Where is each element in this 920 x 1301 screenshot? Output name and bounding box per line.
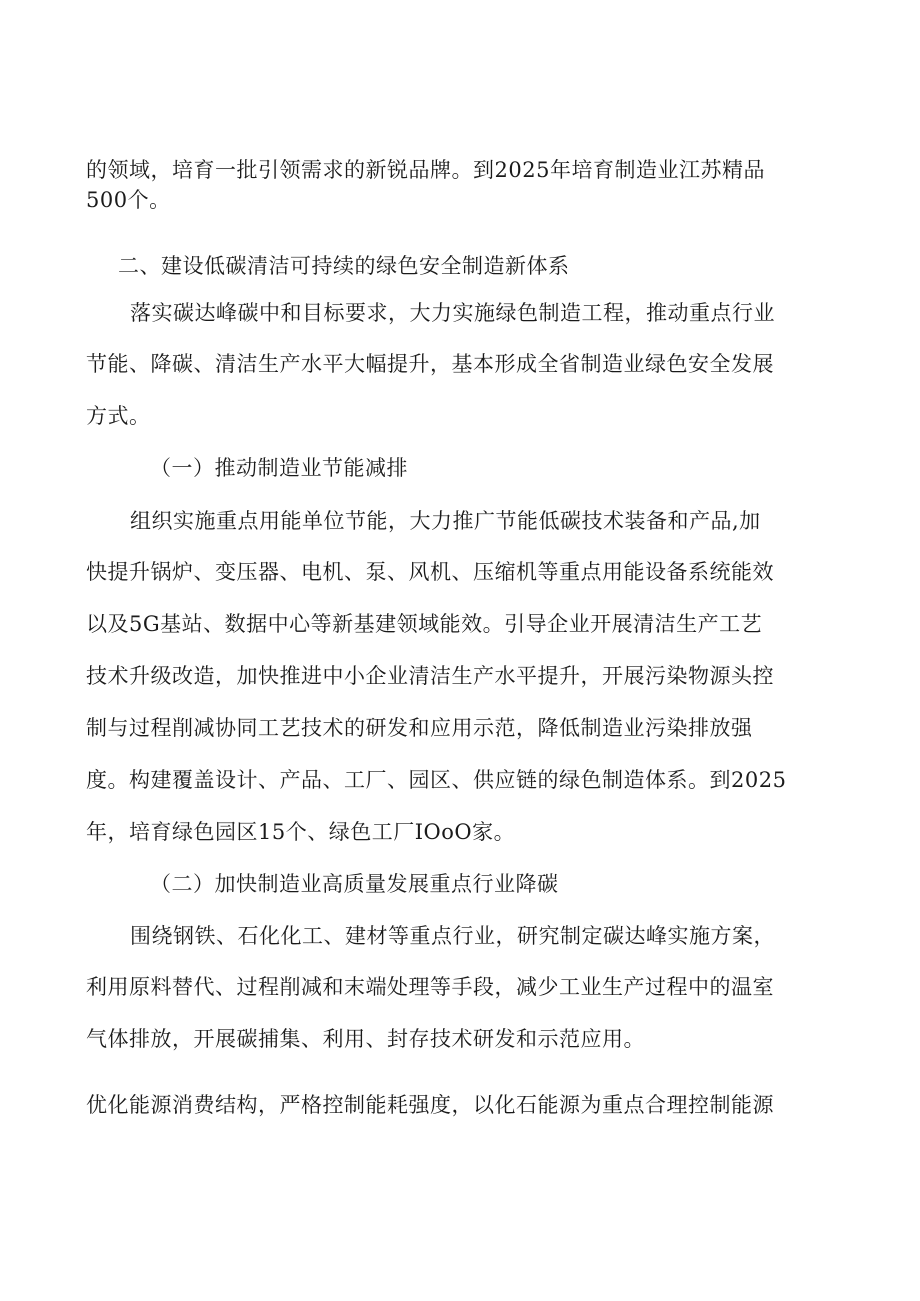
subsection-heading: （一）推动制造业节能减排 (150, 456, 408, 480)
text-line: 方式。 (86, 404, 151, 428)
text-line: 度。构建覆盖设计、产品、工厂、园区、供应链的绿色制造体系。到2025 (86, 768, 787, 792)
section-heading: 二、建设低碳清洁可持续的绿色安全制造新体系 (118, 254, 570, 278)
text-line: 快提升锅炉、变压器、电机、泵、风机、压缩机等重点用能设备系统能效 (86, 560, 774, 584)
text-line: 落实碳达峰碳中和目标要求，大力实施绿色制造工程，推动重点行业 (130, 301, 775, 325)
text-line: 技术升级改造，加快推进中小企业清洁生产水平提升，开展污染物源头控 (86, 664, 774, 688)
text-line: 利用原料替代、过程削减和末端处理等手段，减少工业生产过程中的温室 (86, 975, 774, 999)
text-line: 制与过程削减协同工艺技术的研发和应用示范，降低制造业污染排放强 (86, 716, 753, 740)
text-line: 以及5G基站、数据中心等新基建领域能效。引导企业开展清洁生产工艺 (86, 612, 763, 636)
text-line: 优化能源消费结构，严格控制能耗强度，以化石能源为重点合理控制能源 (86, 1093, 774, 1117)
text-line: 气体排放，开展碳捕集、利用、封存技术研发和示范应用。 (86, 1027, 645, 1051)
text-line: 组织实施重点用能单位节能，大力推广节能低碳技术装备和产品,加 (130, 509, 761, 533)
text-line: 围绕钢铁、石化化工、建材等重点行业，研究制定碳达峰实施方案， (130, 924, 775, 948)
text-line: 节能、降碳、清洁生产水平大幅提升，基本形成全省制造业绿色安全发展 (86, 352, 774, 376)
subsection-heading: （二）加快制造业高质量发展重点行业降碳 (150, 872, 559, 896)
text-line: 年，培育绿色园区15个、绿色工厂IOoO家。 (86, 820, 516, 844)
text-line: 的领域，培育一批引领需求的新锐品牌。到2025年培育制造业江苏精品 (86, 158, 765, 182)
text-line: 500个。 (86, 188, 171, 212)
